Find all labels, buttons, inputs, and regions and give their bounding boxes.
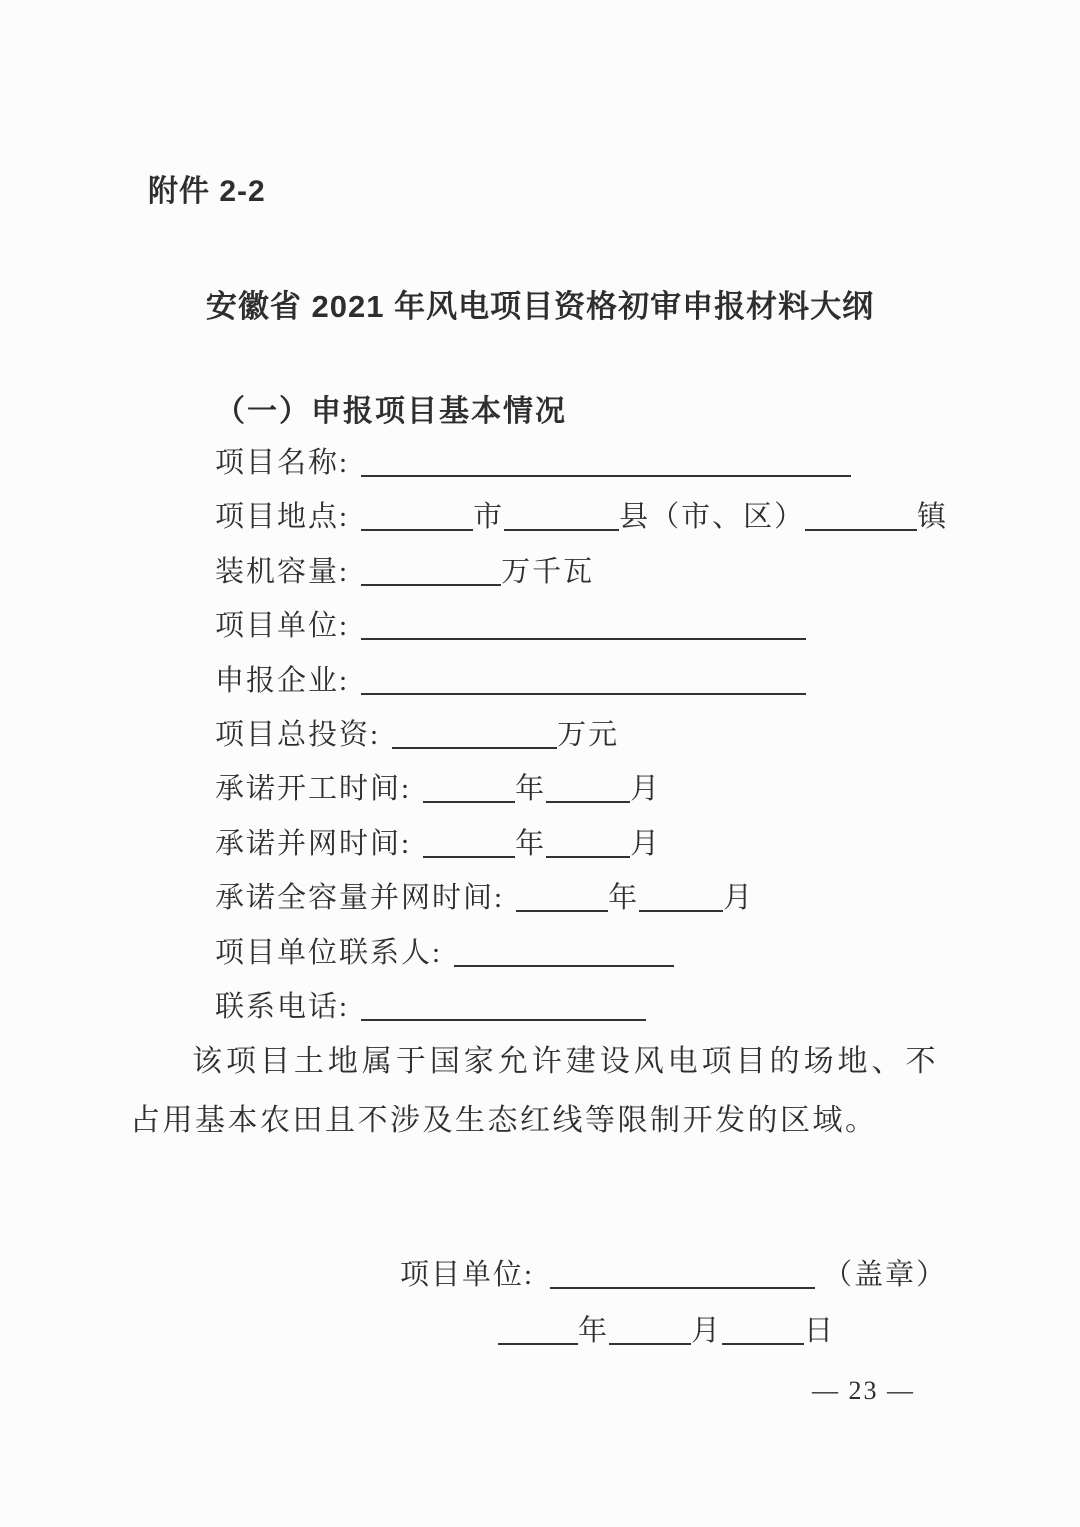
promised-start-time-blank-line — [423, 795, 515, 803]
signature-unit-line — [400, 1248, 947, 1302]
form-field-applicant-enterprise — [215, 654, 1000, 708]
signature-date-blank-line — [609, 1337, 691, 1345]
field-label-contact-phone: 联系电话: — [215, 990, 350, 1023]
form-field-promised-grid-connection-time — [215, 817, 1000, 871]
promised-full-capacity-grid-time-blank-line — [516, 904, 608, 912]
project-location-unit-text: 市 — [473, 501, 505, 534]
field-label-project-unit: 项目单位: — [215, 610, 350, 643]
field-label-unit-contact-person: 项目单位联系人: — [215, 936, 443, 969]
field-label-installed-capacity: 装机容量: — [215, 555, 350, 588]
declaration-paragraph: 该项目土地属于国家允许建设风电项目的场地、不占用基本农田且不涉及生态红线等限制开发的区域。 — [130, 1045, 938, 1137]
section-heading: （一）申报项目基本情况 — [215, 395, 567, 428]
total-investment-unit-text: 万元 — [557, 718, 620, 751]
signature-unit-blank-line — [550, 1281, 815, 1289]
form-field-promised-full-capacity-grid-time — [215, 871, 1000, 925]
form-field-contact-phone — [215, 980, 1000, 1034]
installed-capacity-blank-line — [361, 578, 501, 586]
installed-capacity-unit-text: 万千瓦 — [501, 555, 595, 588]
field-label-promised-grid-connection-time: 承诺并网时间: — [215, 827, 412, 860]
project-name-blank-line — [361, 469, 851, 477]
promised-grid-connection-time-unit-text: 年 — [515, 827, 547, 860]
promised-start-time-unit-text: 月 — [630, 773, 662, 806]
signature-date-blank-line — [498, 1337, 578, 1345]
form-field-project-name — [215, 436, 1000, 490]
promised-grid-connection-time-unit-text: 月 — [630, 827, 662, 860]
document-title: 安徽省 2021 年风电项目资格初审申报材料大纲 — [205, 289, 875, 324]
field-label-project-location: 项目地点: — [215, 501, 350, 534]
applicant-enterprise-blank-line — [361, 687, 806, 695]
project-location-blank-line — [805, 523, 917, 531]
form-field-promised-start-time — [215, 762, 1000, 816]
promised-start-time-blank-line — [546, 795, 630, 803]
signature-date-line — [498, 1304, 835, 1358]
promised-start-time-unit-text: 年 — [515, 773, 547, 806]
field-label-applicant-enterprise: 申报企业: — [215, 664, 350, 697]
project-location-blank-line — [504, 523, 619, 531]
promised-full-capacity-grid-time-unit-text: 月 — [723, 882, 755, 915]
total-investment-blank-line — [392, 741, 557, 749]
signature-date-unit-text: 年 — [578, 1315, 610, 1347]
field-label-total-investment: 项目总投资: — [215, 718, 381, 751]
signature-unit-label: 项目单位: — [400, 1259, 535, 1291]
form-fields — [215, 436, 1000, 1034]
unit-contact-person-blank-line — [454, 959, 674, 967]
contact-phone-blank-line — [361, 1013, 646, 1021]
signature-date-blank-line — [722, 1337, 804, 1345]
project-location-unit-text: 镇 — [917, 501, 949, 534]
signature-date-unit-text: 日 — [804, 1315, 836, 1347]
promised-full-capacity-grid-time-unit-text: 年 — [608, 882, 640, 915]
form-field-unit-contact-person — [215, 926, 1000, 980]
form-field-installed-capacity — [215, 545, 1000, 599]
project-unit-blank-line — [361, 632, 806, 640]
seal-label: （盖章） — [823, 1259, 948, 1291]
field-label-promised-full-capacity-grid-time: 承诺全容量并网时间: — [215, 882, 505, 915]
attachment-label: 附件 2-2 — [148, 175, 266, 208]
form-field-project-unit — [215, 599, 1000, 653]
project-location-blank-line — [361, 523, 473, 531]
promised-full-capacity-grid-time-blank-line — [639, 904, 723, 912]
form-field-total-investment — [215, 708, 1000, 762]
project-location-unit-text: 县（市、区） — [619, 501, 806, 534]
promised-grid-connection-time-blank-line — [546, 850, 630, 858]
form-field-project-location — [215, 490, 1000, 544]
field-label-promised-start-time: 承诺开工时间: — [215, 773, 412, 806]
signature-date-unit-text: 月 — [691, 1315, 723, 1347]
promised-grid-connection-time-blank-line — [423, 850, 515, 858]
field-label-project-name: 项目名称: — [215, 447, 350, 479]
page-number: — 23 — — [812, 1376, 915, 1405]
